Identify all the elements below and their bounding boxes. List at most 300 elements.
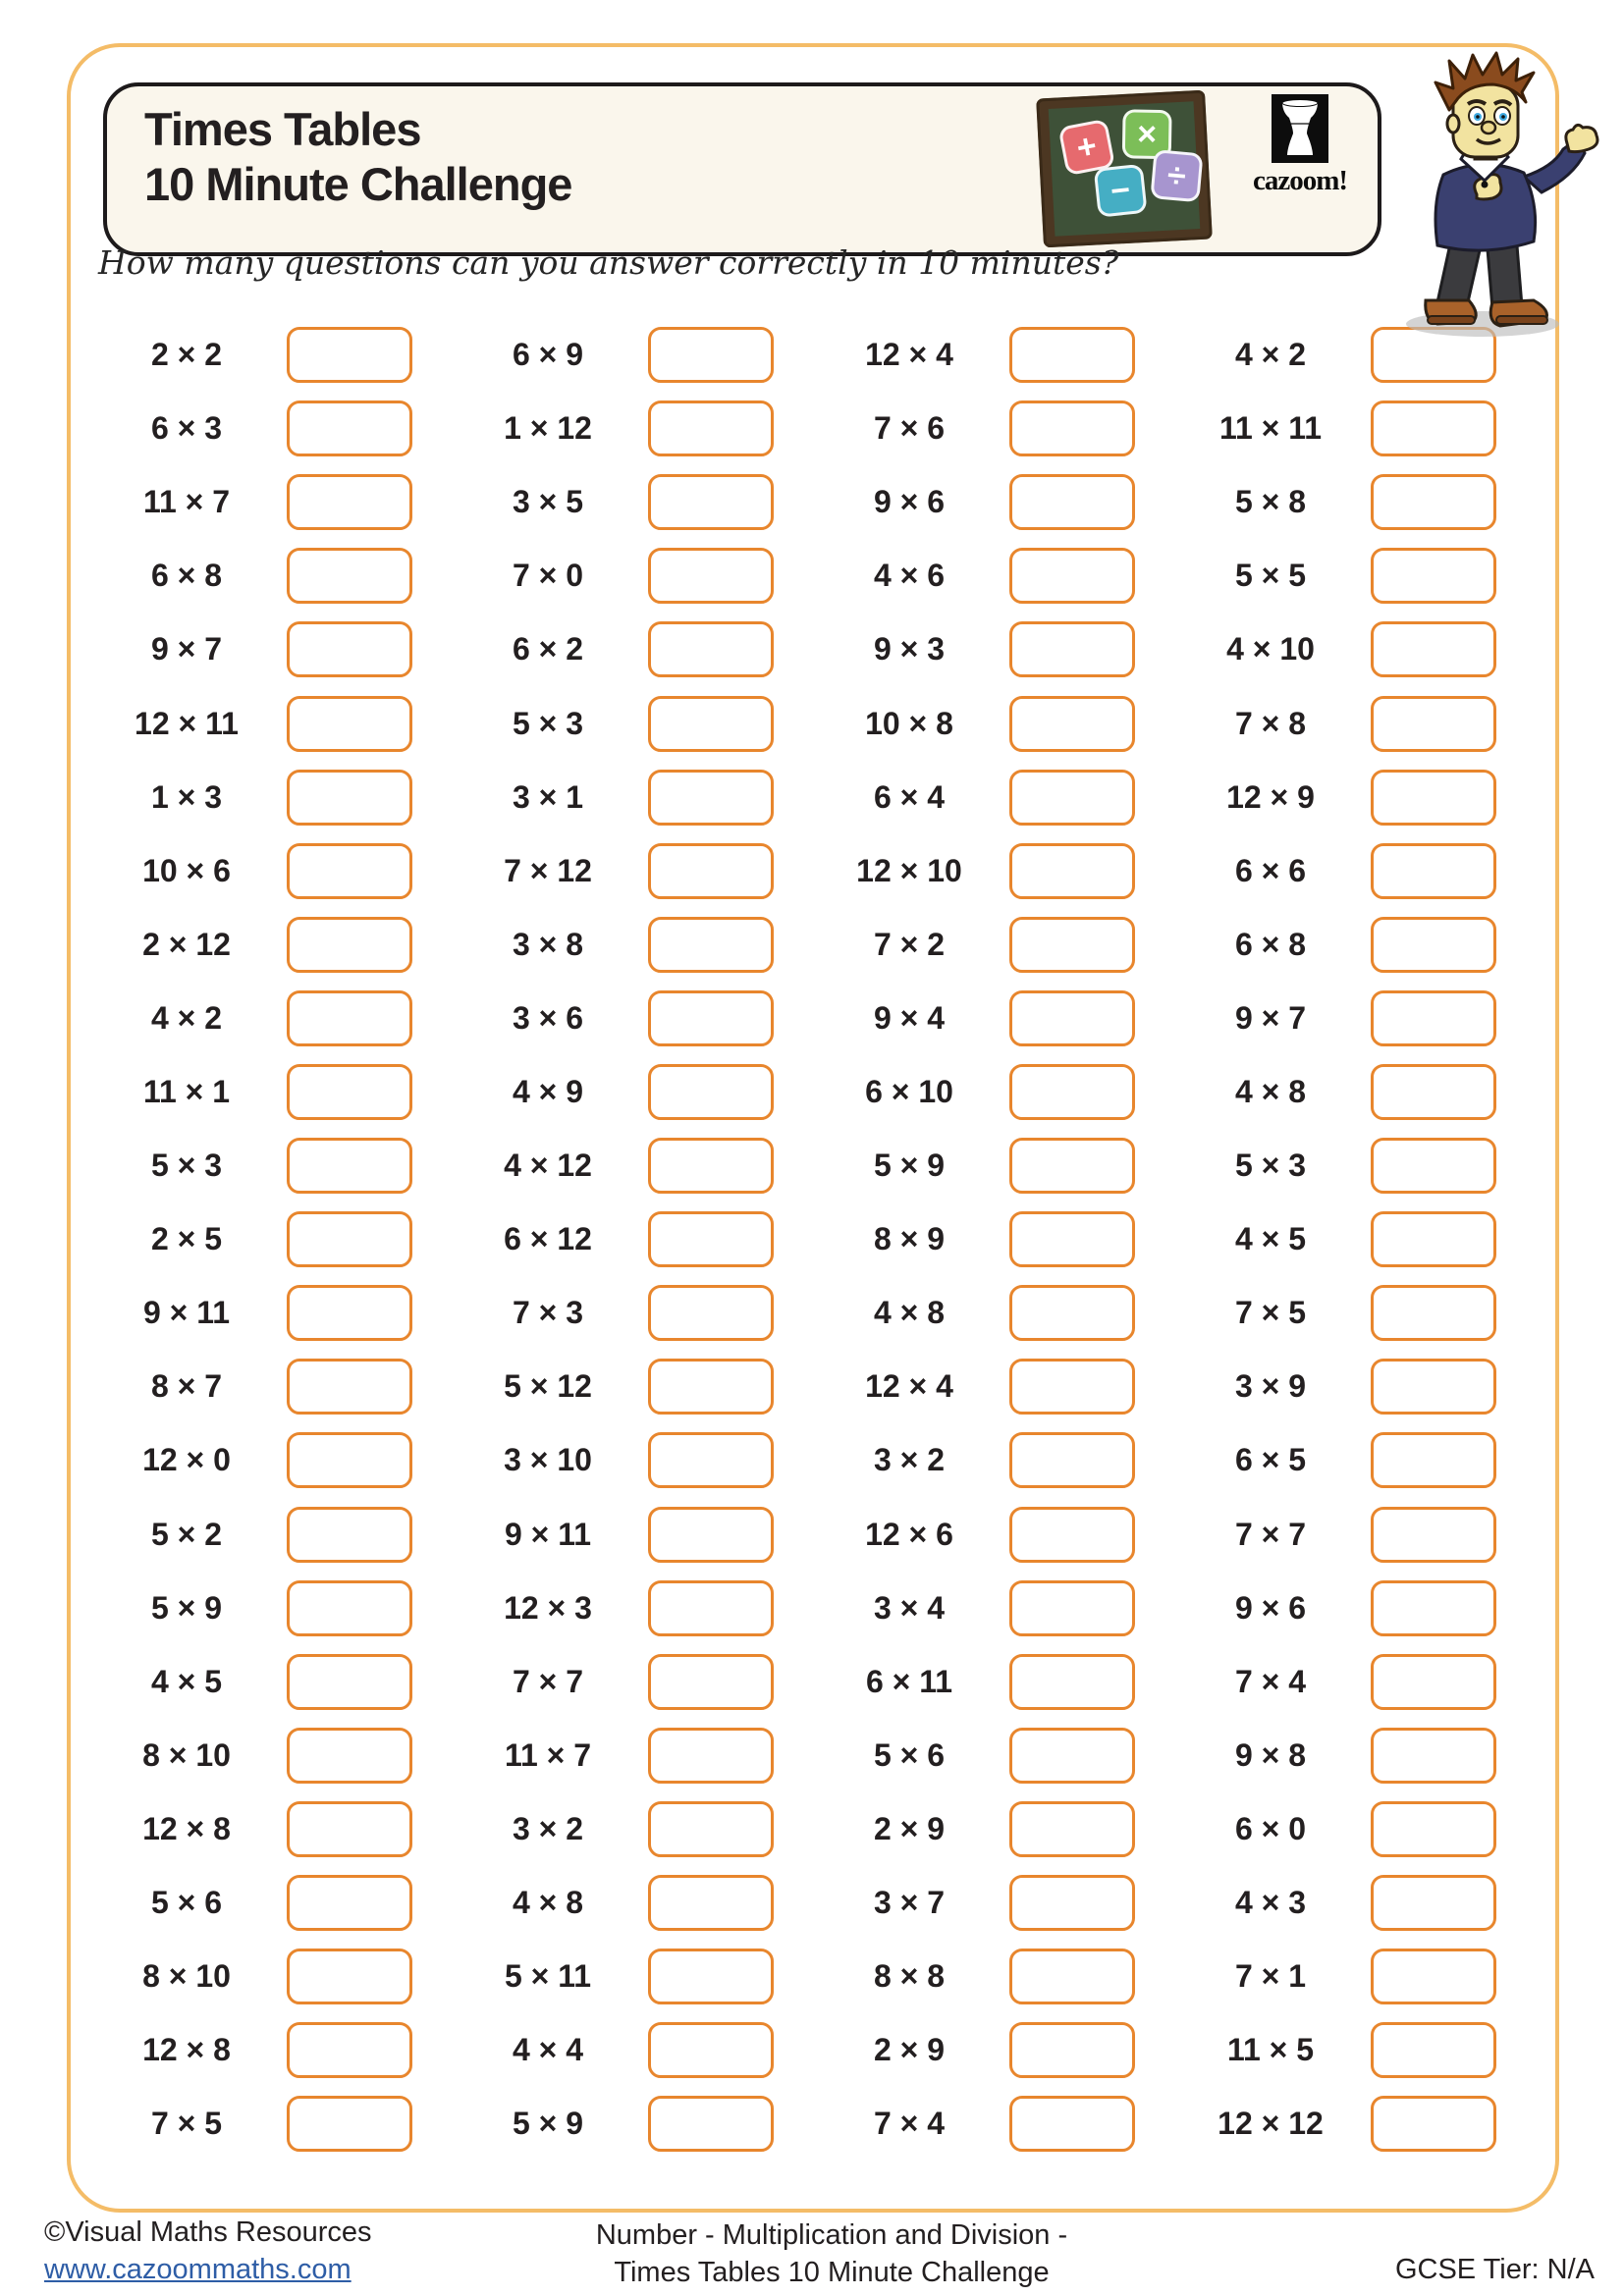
answer-box[interactable]	[1371, 1359, 1496, 1415]
problem-label: 2 × 5	[150, 1221, 223, 1257]
problem-row	[460, 982, 821, 1055]
problem-row	[460, 1866, 821, 1940]
subtitle: How many questions can you answer correctly in 10 minutes?	[98, 243, 1119, 282]
problem-label: 4 × 12	[504, 1148, 592, 1184]
answer-box[interactable]	[1009, 2022, 1135, 2078]
problem-row	[98, 1055, 460, 1129]
problem-row	[1182, 1276, 1543, 1350]
problem-label: 9 × 6	[873, 484, 946, 520]
problem-label: 7 × 7	[1234, 1516, 1307, 1552]
answer-box[interactable]	[1371, 1801, 1496, 1857]
problem-row	[460, 2087, 821, 2161]
problem-label: 7 × 4	[873, 2106, 946, 2142]
answer-box[interactable]	[1009, 621, 1135, 677]
problem-label: 5 × 11	[504, 1958, 592, 1995]
problem-row	[821, 318, 1182, 392]
problem-label: 12 × 4	[865, 1368, 953, 1405]
problem-label: 12 × 11	[135, 705, 239, 741]
problem-label: 7 × 5	[150, 2106, 223, 2142]
problem-label: 9 × 8	[1234, 1736, 1307, 1773]
problem-row	[1182, 1129, 1543, 1202]
problem-row	[821, 1645, 1182, 1719]
answer-box[interactable]	[1009, 770, 1135, 826]
problem-row	[98, 465, 460, 539]
problem-label: 9 × 7	[150, 631, 223, 667]
problem-label: 7 × 1	[1234, 1958, 1307, 1995]
answer-box[interactable]	[1371, 1507, 1496, 1563]
problem-label: 9 × 4	[873, 999, 946, 1036]
answer-box[interactable]	[1009, 1949, 1135, 2004]
answer-box[interactable]	[287, 1138, 412, 1194]
answer-box[interactable]	[1371, 990, 1496, 1046]
answer-box[interactable]	[648, 548, 774, 604]
answer-box[interactable]	[648, 621, 774, 677]
answer-box[interactable]	[648, 327, 774, 383]
answer-box[interactable]	[1371, 843, 1496, 899]
problem-label: 3 × 2	[512, 1810, 584, 1846]
problem-label: 9 × 11	[142, 1295, 231, 1331]
problem-label: 4 × 3	[1234, 1885, 1307, 1921]
problem-label: 9 × 3	[873, 631, 946, 667]
problem-label: 12 × 3	[504, 1589, 592, 1626]
problem-row	[821, 686, 1182, 760]
answer-box[interactable]	[1371, 474, 1496, 530]
problem-row	[1182, 1940, 1543, 2013]
problem-row	[460, 1350, 821, 1423]
answer-box[interactable]	[287, 1875, 412, 1931]
answer-box[interactable]	[1009, 696, 1135, 752]
footer-copyright: ©Visual Maths Resources	[44, 2216, 372, 2248]
problem-label: 10 × 8	[865, 705, 953, 741]
answer-box[interactable]	[1371, 1654, 1496, 1710]
problem-label: 11 × 5	[1226, 2032, 1315, 2068]
problem-label: 4 × 2	[150, 999, 223, 1036]
answer-box[interactable]	[1009, 1875, 1135, 1931]
problem-label: 9 × 11	[504, 1516, 592, 1552]
answer-box[interactable]	[1371, 1211, 1496, 1267]
problem-row	[1182, 2013, 1543, 2087]
header-card	[103, 82, 1381, 256]
problem-row	[98, 1866, 460, 1940]
problem-label: 3 × 8	[512, 926, 584, 962]
answer-box[interactable]	[1371, 1138, 1496, 1194]
problem-row	[1182, 1572, 1543, 1645]
problem-row	[98, 318, 460, 392]
answer-box[interactable]	[1009, 327, 1135, 383]
problem-label: 6 × 2	[512, 631, 584, 667]
answer-box[interactable]	[287, 1580, 412, 1636]
problem-row	[98, 1276, 460, 1350]
problem-label: 12 × 9	[1226, 778, 1315, 815]
answer-box[interactable]	[287, 1211, 412, 1267]
problem-row	[460, 318, 821, 392]
answer-box[interactable]	[648, 1211, 774, 1267]
answer-box[interactable]	[648, 770, 774, 826]
answer-box[interactable]	[1371, 1064, 1496, 1120]
answer-box[interactable]	[287, 1507, 412, 1563]
problem-row	[98, 539, 460, 613]
problem-label: 7 × 7	[512, 1663, 584, 1699]
problem-label: 6 × 0	[1234, 1810, 1307, 1846]
answer-box[interactable]	[287, 1949, 412, 2004]
problem-label: 3 × 4	[873, 1589, 946, 1626]
problem-label: 12 × 8	[142, 2032, 231, 2068]
problem-row	[98, 761, 460, 834]
problem-row	[460, 613, 821, 686]
problem-row	[98, 834, 460, 908]
answer-box[interactable]	[287, 1432, 412, 1488]
divide-icon: ÷	[1150, 149, 1203, 202]
answer-box[interactable]	[287, 990, 412, 1046]
answer-box[interactable]	[1009, 1138, 1135, 1194]
footer-category	[419, 2216, 1244, 2292]
problem-label: 5 × 9	[512, 2106, 584, 2142]
answer-box[interactable]	[287, 621, 412, 677]
answer-box[interactable]	[287, 1728, 412, 1784]
problem-label: 6 × 8	[150, 558, 223, 594]
problem-label: 5 × 2	[150, 1516, 223, 1552]
problem-row	[98, 686, 460, 760]
problem-row	[98, 908, 460, 982]
problem-label: 5 × 9	[150, 1589, 223, 1626]
problem-label: 5 × 3	[512, 705, 584, 741]
answer-box[interactable]	[1009, 1728, 1135, 1784]
problem-label: 5 × 3	[1234, 1148, 1307, 1184]
problem-label: 10 × 6	[142, 852, 231, 888]
problem-label: 5 × 12	[504, 1368, 592, 1405]
problem-label: 1 × 12	[504, 410, 592, 447]
problem-label: 4 × 8	[512, 1885, 584, 1921]
problem-row	[460, 1055, 821, 1129]
problem-label: 11 × 11	[1218, 410, 1323, 447]
answer-box[interactable]	[648, 843, 774, 899]
problem-label: 7 × 3	[512, 1295, 584, 1331]
answer-box[interactable]	[648, 1064, 774, 1120]
problem-row	[1182, 834, 1543, 908]
problem-row	[821, 761, 1182, 834]
problem-row	[1182, 1202, 1543, 1276]
problem-row	[460, 1572, 821, 1645]
problem-label: 6 × 4	[873, 778, 946, 815]
answer-box[interactable]	[287, 327, 412, 383]
answer-box[interactable]	[1009, 1064, 1135, 1120]
problem-label: 5 × 8	[1234, 484, 1307, 520]
problem-row	[460, 1129, 821, 1202]
problem-row	[821, 1276, 1182, 1350]
answer-box[interactable]	[648, 1432, 774, 1488]
problem-row	[821, 1129, 1182, 1202]
problem-row	[1182, 539, 1543, 613]
answer-box[interactable]	[648, 1728, 774, 1784]
answer-box[interactable]	[648, 400, 774, 456]
problem-label: 12 × 6	[865, 1516, 953, 1552]
problem-row	[460, 1423, 821, 1497]
answer-box[interactable]	[648, 1285, 774, 1341]
drum-icon	[1272, 94, 1328, 163]
problem-row	[821, 834, 1182, 908]
cazoom-wordmark: cazoom!	[1252, 165, 1348, 196]
answer-box[interactable]	[1371, 2096, 1496, 2152]
problem-row	[821, 2013, 1182, 2087]
problem-row	[1182, 1866, 1543, 1940]
problem-row	[98, 982, 460, 1055]
problem-row	[821, 1350, 1182, 1423]
answer-box[interactable]	[648, 1359, 774, 1415]
footer-category-line-1: Number - Multiplication and Division -	[595, 2219, 1068, 2251]
answer-box[interactable]	[1371, 1285, 1496, 1341]
problem-label: 6 × 3	[150, 410, 223, 447]
problem-row	[1182, 1719, 1543, 1792]
problems-grid	[98, 318, 1543, 2162]
problem-row	[98, 392, 460, 465]
answer-box[interactable]	[287, 474, 412, 530]
answer-box[interactable]	[648, 1138, 774, 1194]
answer-box[interactable]	[1009, 990, 1135, 1046]
answer-box[interactable]	[1371, 621, 1496, 677]
problem-row	[821, 908, 1182, 982]
problem-label: 4 × 8	[1234, 1073, 1307, 1109]
page-title	[144, 102, 571, 213]
problem-label: 4 × 5	[1234, 1221, 1307, 1257]
problem-row	[460, 686, 821, 760]
answer-box[interactable]	[1009, 548, 1135, 604]
answer-box[interactable]	[648, 1507, 774, 1563]
problem-label: 8 × 10	[142, 1736, 231, 1773]
problem-label: 4 × 8	[873, 1295, 946, 1331]
answer-box[interactable]	[1009, 843, 1135, 899]
answer-box[interactable]	[648, 474, 774, 530]
answer-box[interactable]	[1371, 400, 1496, 456]
problem-label: 4 × 2	[1234, 337, 1307, 373]
answer-box[interactable]	[648, 1949, 774, 2004]
problem-row	[98, 1792, 460, 1866]
answer-box[interactable]	[287, 1285, 412, 1341]
problem-label: 7 × 6	[873, 410, 946, 447]
problem-label: 4 × 5	[150, 1663, 223, 1699]
problem-label: 7 × 12	[504, 852, 592, 888]
problem-row	[1182, 1350, 1543, 1423]
answer-box[interactable]	[648, 917, 774, 973]
problem-label: 6 × 6	[1234, 852, 1307, 888]
problem-row	[98, 1498, 460, 1572]
answer-box[interactable]	[648, 2096, 774, 2152]
problem-label: 6 × 5	[1234, 1442, 1307, 1478]
answer-box[interactable]	[287, 1359, 412, 1415]
problem-row	[98, 1572, 460, 1645]
answer-box[interactable]	[1009, 1507, 1135, 1563]
answer-box[interactable]	[287, 400, 412, 456]
problem-label: 4 × 10	[1226, 631, 1315, 667]
problem-row	[821, 1940, 1182, 2013]
problem-label: 11 × 7	[142, 484, 231, 520]
answer-box[interactable]	[648, 2022, 774, 2078]
problem-row	[1182, 1498, 1543, 1572]
answer-box[interactable]	[648, 990, 774, 1046]
answer-box[interactable]	[1009, 1211, 1135, 1267]
math-symbols-logo	[1036, 90, 1213, 248]
answer-box[interactable]	[287, 917, 412, 973]
plus-icon: +	[1057, 119, 1115, 177]
problem-label: 6 × 9	[512, 337, 584, 373]
problem-row	[98, 1645, 460, 1719]
answer-box[interactable]	[1009, 917, 1135, 973]
answer-box[interactable]	[1371, 770, 1496, 826]
problem-row	[1182, 761, 1543, 834]
problem-row	[460, 1498, 821, 1572]
problem-label: 4 × 6	[873, 558, 946, 594]
problem-row	[1182, 1645, 1543, 1719]
problem-label: 3 × 6	[512, 999, 584, 1036]
problem-row	[821, 392, 1182, 465]
problem-row	[98, 1940, 460, 2013]
problem-row	[460, 1645, 821, 1719]
problem-row	[98, 1202, 460, 1276]
problem-label: 3 × 9	[1234, 1368, 1307, 1405]
minus-icon: −	[1094, 164, 1148, 218]
problems-column-4	[1182, 318, 1543, 2162]
problem-row	[460, 539, 821, 613]
title-line-1: Times Tables	[144, 103, 421, 155]
problem-label: 7 × 5	[1234, 1295, 1307, 1331]
problem-row	[1182, 1423, 1543, 1497]
answer-box[interactable]	[287, 696, 412, 752]
problem-row	[821, 1055, 1182, 1129]
answer-box[interactable]	[1009, 1580, 1135, 1636]
answer-box[interactable]	[1009, 1359, 1135, 1415]
problem-label: 12 × 8	[142, 1810, 231, 1846]
answer-box[interactable]	[648, 1875, 774, 1931]
problem-label: 8 × 9	[873, 1221, 946, 1257]
problem-row	[821, 1498, 1182, 1572]
problem-label: 11 × 7	[504, 1736, 592, 1773]
problem-label: 7 × 4	[1234, 1663, 1307, 1699]
problems-column-3	[821, 318, 1182, 2162]
problem-label: 12 × 0	[142, 1442, 231, 1478]
problem-row	[460, 1940, 821, 2013]
problem-label: 7 × 2	[873, 926, 946, 962]
problem-label: 6 × 10	[865, 1073, 953, 1109]
answer-box[interactable]	[287, 843, 412, 899]
problem-row	[821, 1572, 1182, 1645]
problem-label: 12 × 4	[865, 337, 953, 373]
answer-box[interactable]	[287, 548, 412, 604]
problem-label: 4 × 9	[512, 1073, 584, 1109]
answer-box[interactable]	[287, 1064, 412, 1120]
problem-label: 8 × 8	[873, 1958, 946, 1995]
answer-box[interactable]	[648, 1801, 774, 1857]
answer-box[interactable]	[1371, 1875, 1496, 1931]
answer-box[interactable]	[648, 696, 774, 752]
answer-box[interactable]	[287, 1801, 412, 1857]
problem-label: 4 × 4	[512, 2032, 584, 2068]
problem-label: 3 × 5	[512, 484, 584, 520]
problem-row	[1182, 392, 1543, 465]
answer-box[interactable]	[1371, 1580, 1496, 1636]
answer-box[interactable]	[648, 1580, 774, 1636]
problem-label: 3 × 2	[873, 1442, 946, 1478]
problem-label: 12 × 12	[1218, 2106, 1324, 2142]
answer-box[interactable]	[1371, 2022, 1496, 2078]
answer-box[interactable]	[1009, 1801, 1135, 1857]
times-icon: ×	[1122, 109, 1172, 159]
answer-box[interactable]	[1009, 1432, 1135, 1488]
problem-row	[1182, 982, 1543, 1055]
problem-label: 6 × 12	[504, 1221, 592, 1257]
problem-label: 9 × 6	[1234, 1589, 1307, 1626]
problem-row	[821, 1792, 1182, 1866]
problem-row	[460, 1276, 821, 1350]
footer-website-link[interactable]: www.cazoommaths.com	[44, 2254, 352, 2285]
problem-row	[821, 1866, 1182, 1940]
problem-row	[98, 1129, 460, 1202]
problem-row	[460, 908, 821, 982]
answer-box[interactable]	[1009, 2096, 1135, 2152]
problem-label: 8 × 10	[142, 1958, 231, 1995]
problem-row	[1182, 686, 1543, 760]
footer-gcse-tier: GCSE Tier: N/A	[1394, 2254, 1595, 2285]
problem-label: 2 × 2	[150, 337, 223, 373]
answer-box[interactable]	[1371, 1728, 1496, 1784]
problems-column-2	[460, 318, 821, 2162]
problem-label: 3 × 1	[512, 778, 584, 815]
problem-label: 5 × 6	[150, 1885, 223, 1921]
problem-row	[460, 1719, 821, 1792]
answer-box[interactable]	[1371, 696, 1496, 752]
problem-row	[821, 1719, 1182, 1792]
problem-row	[460, 2013, 821, 2087]
problem-row	[821, 613, 1182, 686]
answer-box[interactable]	[1009, 474, 1135, 530]
problem-label: 11 × 1	[142, 1073, 231, 1109]
answer-box[interactable]	[287, 1654, 412, 1710]
problem-label: 3 × 7	[873, 1885, 946, 1921]
problem-row	[1182, 2087, 1543, 2161]
cazoom-logo	[1226, 94, 1374, 197]
answer-box[interactable]	[1371, 917, 1496, 973]
problems-column-1	[98, 318, 460, 2162]
problem-label: 5 × 9	[873, 1148, 946, 1184]
answer-box[interactable]	[1009, 1654, 1135, 1710]
problem-row	[460, 761, 821, 834]
problem-label: 5 × 5	[1234, 558, 1307, 594]
problem-label: 12 × 10	[856, 852, 962, 888]
problem-row	[98, 1423, 460, 1497]
answer-box[interactable]	[287, 2022, 412, 2078]
problem-row	[460, 1202, 821, 1276]
problem-label: 6 × 11	[865, 1663, 953, 1699]
answer-box[interactable]	[287, 770, 412, 826]
answer-box[interactable]	[1009, 1285, 1135, 1341]
problem-label: 6 × 8	[1234, 926, 1307, 962]
problem-row	[460, 392, 821, 465]
answer-box[interactable]	[1371, 1949, 1496, 2004]
problem-row	[821, 982, 1182, 1055]
problem-row	[821, 2087, 1182, 2161]
answer-box[interactable]	[648, 1654, 774, 1710]
problem-label: 5 × 3	[150, 1148, 223, 1184]
problem-label: 2 × 9	[873, 1810, 946, 1846]
answer-box[interactable]	[287, 2096, 412, 2152]
answer-box[interactable]	[1371, 1432, 1496, 1488]
problem-row	[1182, 1055, 1543, 1129]
answer-box[interactable]	[1009, 400, 1135, 456]
problem-row	[98, 1719, 460, 1792]
problem-row	[821, 1202, 1182, 1276]
answer-box[interactable]	[1371, 548, 1496, 604]
problem-row	[98, 613, 460, 686]
problem-label: 5 × 6	[873, 1736, 946, 1773]
chalkboard-surface	[1049, 101, 1201, 237]
